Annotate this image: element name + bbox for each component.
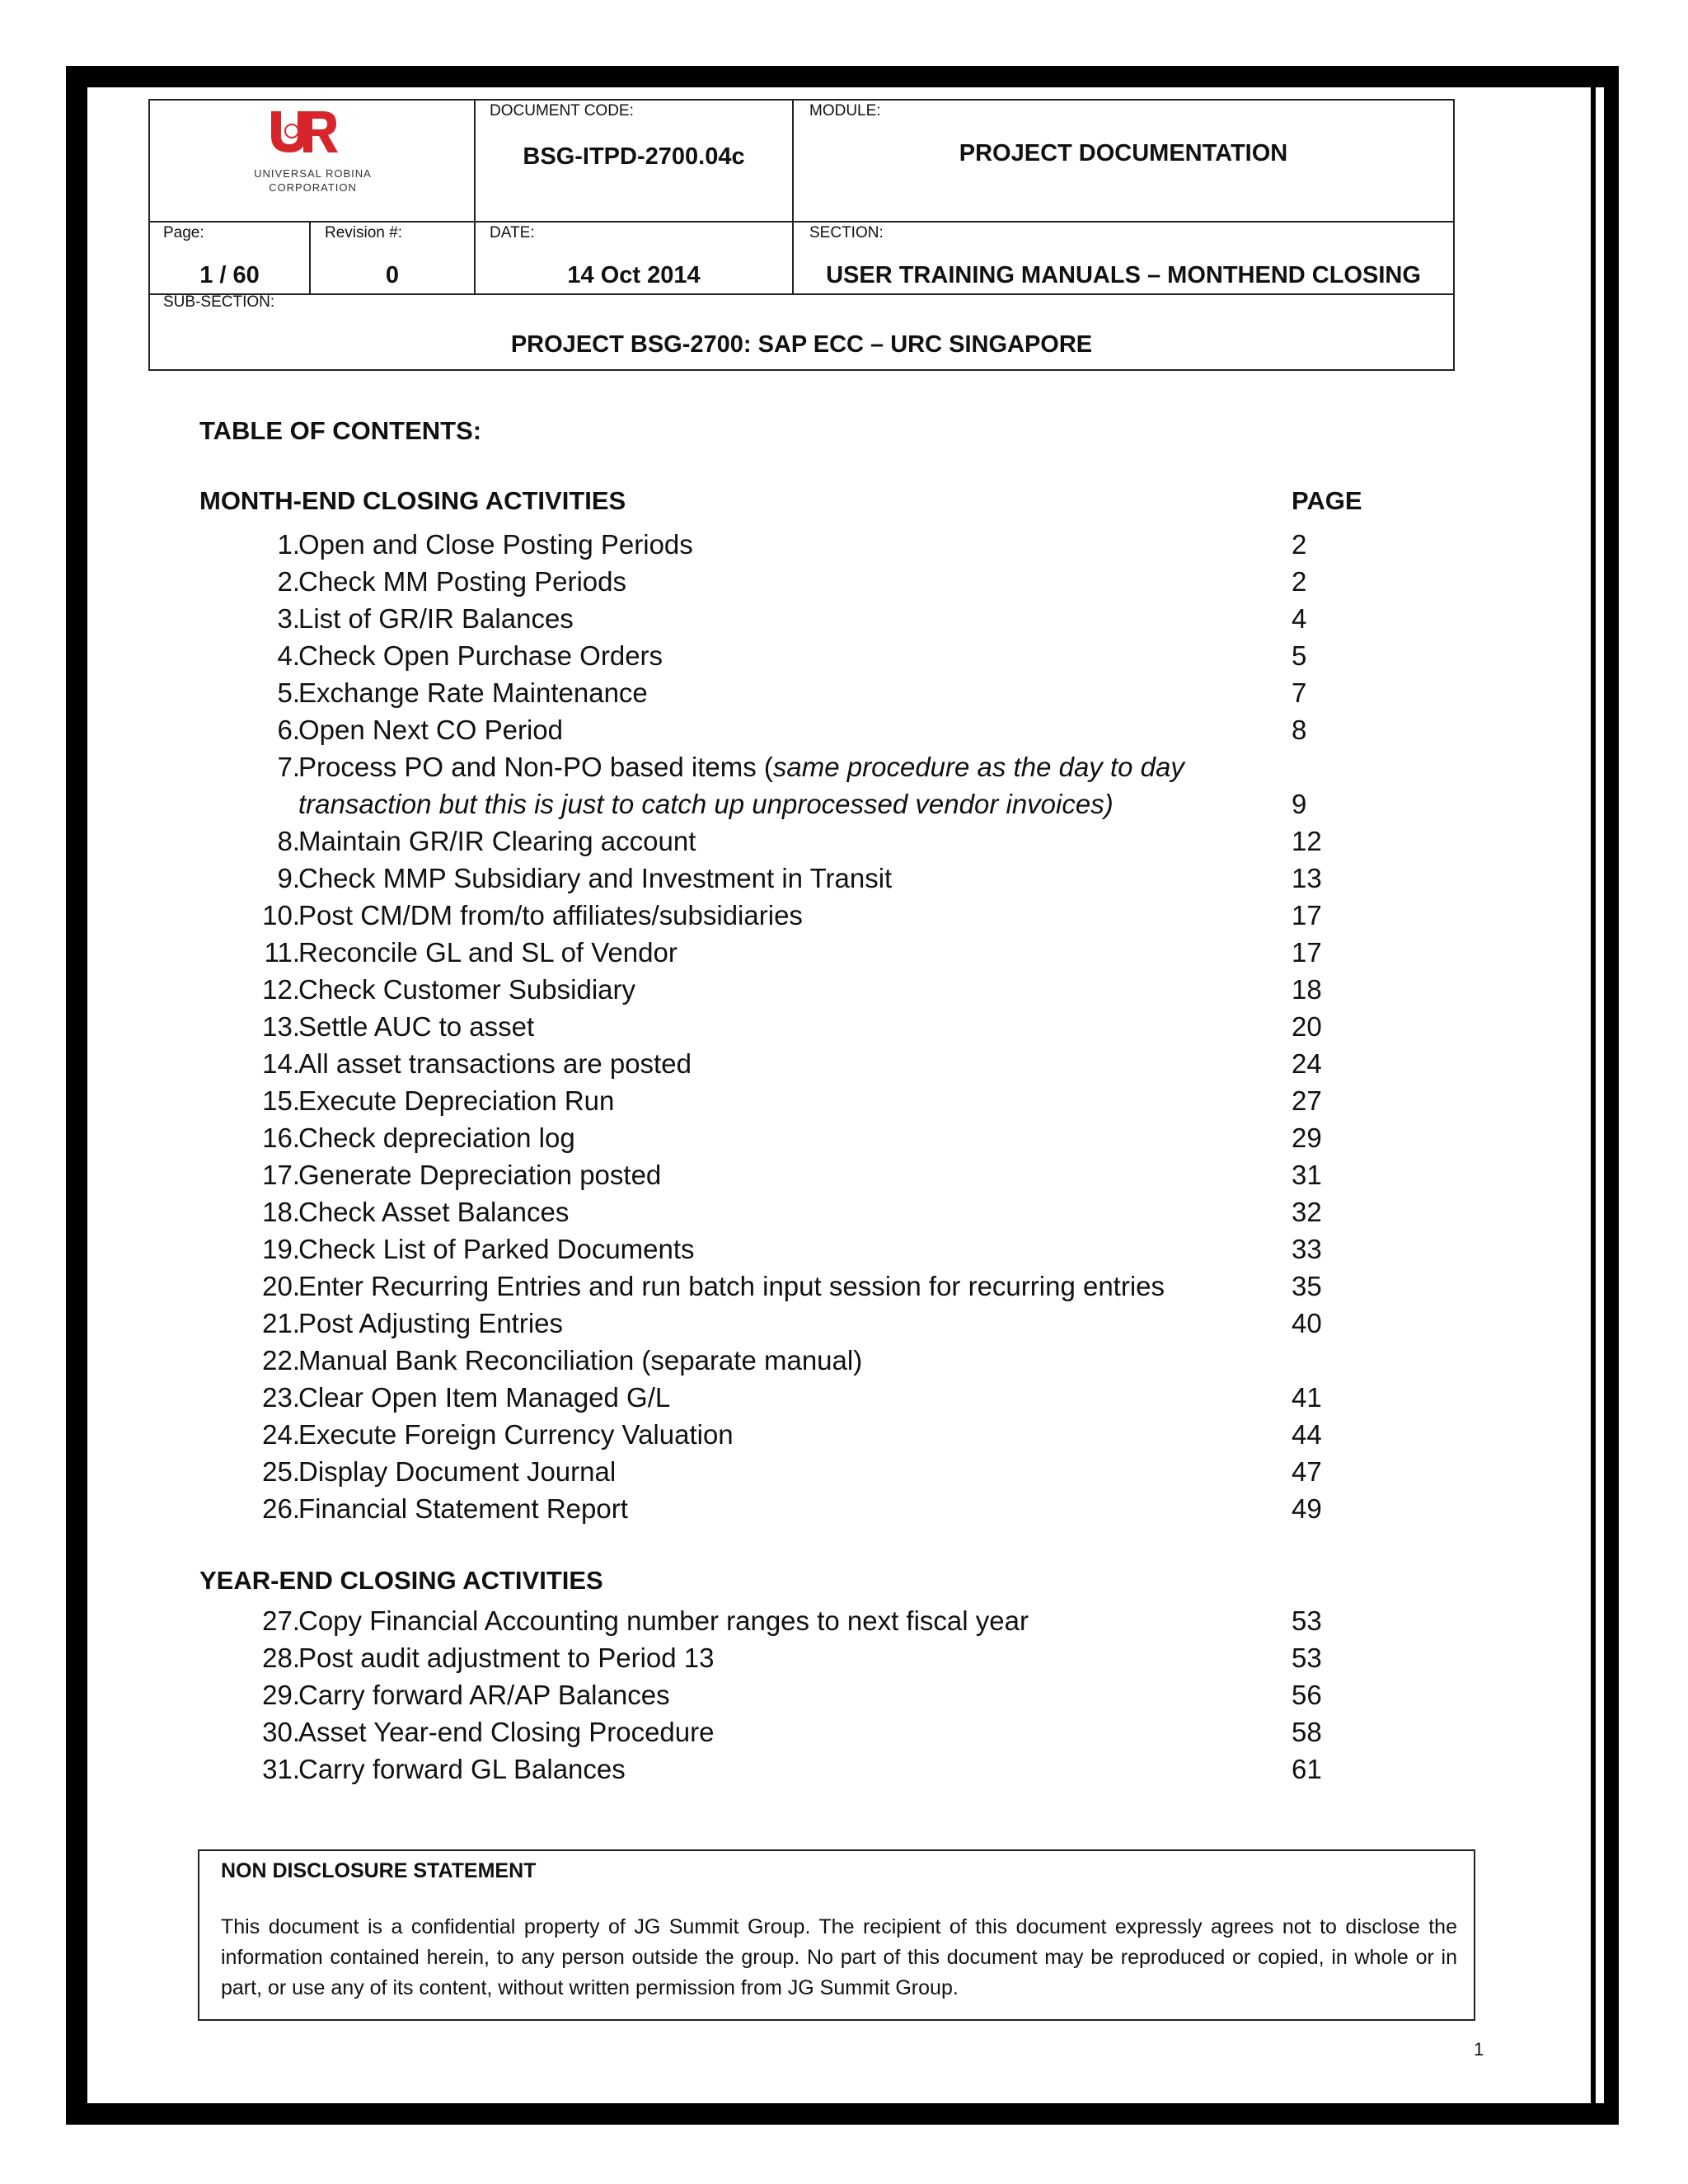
toc-entry-title: [298, 1713, 714, 1750]
toc-entry-text: Post CM/DM from/to affiliates/subsidiaries: [298, 900, 803, 930]
page-label: Page:: [163, 224, 204, 241]
toc-entry: [199, 637, 1370, 674]
toc-entry: [199, 1676, 1370, 1713]
toc-entry-page: 5: [1292, 640, 1307, 671]
subsection-label: SUB-SECTION:: [163, 293, 275, 311]
toc-entry-page: 47: [1292, 1456, 1322, 1487]
toc-entry-text: Enter Recurring Entries and run batch input session for recurring entries: [298, 1271, 1165, 1301]
toc-entry-number: 27.: [262, 1605, 300, 1636]
toc-entry: [199, 785, 1370, 823]
toc-entry-text: All asset transactions are posted: [298, 1048, 692, 1079]
toc-entry-page: 27: [1292, 1085, 1322, 1116]
toc-entry-page: 49: [1292, 1493, 1322, 1524]
revision-label: Revision #:: [325, 224, 402, 241]
toc-entry-title: [298, 674, 648, 711]
toc-entry-page: 41: [1292, 1382, 1322, 1413]
toc-entry: [199, 748, 1370, 785]
toc-entry-title: [298, 1453, 616, 1490]
toc-entry: [199, 526, 1370, 563]
toc-entry-page: 58: [1292, 1717, 1322, 1747]
toc-entry-title: [298, 1342, 862, 1379]
toc-entry: [199, 1305, 1370, 1342]
toc-entry-number: 31.: [262, 1754, 300, 1784]
toc-entry-number: 21.: [262, 1308, 300, 1338]
toc-entry-text: Process PO and Non-PO based items (: [298, 752, 773, 782]
toc-entry-page: 33: [1292, 1234, 1322, 1264]
toc-entry-title: [298, 637, 663, 674]
footer-page-number: 1: [1474, 2039, 1484, 2060]
toc-entry-number: 2.: [277, 566, 300, 597]
toc-entry-number: 25.: [262, 1456, 300, 1487]
toc-entry-title: [298, 1676, 670, 1713]
page-frame-left: [66, 66, 87, 2125]
toc-entry-page: 56: [1292, 1680, 1322, 1710]
toc-entry-title: [298, 1602, 1029, 1639]
toc-entry-number: 28.: [262, 1643, 300, 1673]
toc-entry-number: 3.: [277, 603, 300, 634]
page-frame-right: [1604, 66, 1619, 2125]
toc-entry-title: [298, 748, 1184, 785]
toc-entry-number: 13.: [262, 1011, 300, 1042]
toc-entry-text: Execute Foreign Currency Valuation: [298, 1419, 734, 1450]
toc-entry-title: [298, 785, 1114, 823]
toc-entry-title: [298, 1193, 569, 1230]
toc-entry-title: [298, 711, 563, 748]
toc-entry: [199, 600, 1370, 637]
toc-entry-title: [298, 1305, 563, 1342]
toc-entry-title: [298, 1119, 575, 1156]
toc-entry-page: 9: [1292, 789, 1307, 819]
toc-entry-text: Generate Depreciation posted: [298, 1160, 662, 1190]
toc-entry-title: [298, 1639, 714, 1676]
toc-entry-text: Check MMP Subsidiary and Investment in Transit: [298, 863, 893, 893]
toc-entry-page: 7: [1292, 677, 1307, 708]
toc-entry-title: [298, 971, 635, 1008]
page-column-heading: PAGE: [1292, 486, 1362, 515]
toc-entry: [199, 1268, 1370, 1305]
toc-entry-title: [298, 1750, 626, 1788]
toc-entry-title: [298, 1008, 534, 1045]
toc-entry-number: 19.: [262, 1234, 300, 1264]
toc-entry-page: 17: [1292, 937, 1322, 968]
toc-entry-page: 18: [1292, 974, 1322, 1005]
toc-entry-page: 4: [1292, 603, 1307, 634]
toc-entry-note: same procedure as the day to day: [772, 752, 1184, 782]
date-label: DATE:: [490, 224, 535, 241]
toc-entry-page: 17: [1292, 900, 1322, 930]
toc-entry-number: 29.: [262, 1680, 300, 1710]
toc-entry-number: 10.: [262, 900, 300, 930]
toc-entry-title: [298, 563, 626, 600]
toc-entry-page: 53: [1292, 1643, 1322, 1673]
company-logo: [150, 101, 476, 223]
toc-entry-text: Check MM Posting Periods: [298, 566, 626, 597]
toc-entry-page: 32: [1292, 1197, 1322, 1227]
toc-entry-page: 40: [1292, 1308, 1322, 1338]
toc-entry-page: 12: [1292, 826, 1322, 856]
logo-line-2: CORPORATION: [269, 181, 357, 194]
toc-entry-text: Check Open Purchase Orders: [298, 640, 663, 671]
toc-entry-text: Exchange Rate Maintenance: [298, 677, 648, 708]
toc-entry: [199, 1453, 1370, 1490]
toc-entry: [199, 1379, 1370, 1416]
non-disclosure-title: NON DISCLOSURE STATEMENT: [221, 1859, 537, 1882]
module-label: MODULE:: [809, 102, 881, 120]
toc-title: TABLE OF CONTENTS:: [199, 416, 482, 445]
toc-entry-text: Reconcile GL and SL of Vendor: [298, 937, 678, 968]
toc-entry-text: Carry forward AR/AP Balances: [298, 1680, 670, 1710]
toc-entry-number: 12.: [262, 974, 300, 1005]
document-code-label: DOCUMENT CODE:: [490, 102, 634, 120]
toc-entry-title: [298, 860, 892, 897]
toc-entry-number: 30.: [262, 1717, 300, 1747]
section-label: SECTION:: [809, 224, 884, 241]
toc-entry: [199, 860, 1370, 897]
subsection-value: PROJECT BSG-2700: SAP ECC – URC SINGAPORE: [510, 331, 1093, 358]
toc-entry: [199, 1045, 1370, 1082]
toc-entry: [199, 1193, 1370, 1230]
toc-entry-number: 23.: [262, 1382, 300, 1413]
toc-entry-title: [298, 1045, 692, 1082]
revision-value: 0: [385, 262, 400, 288]
toc-entry-page: 35: [1292, 1271, 1322, 1301]
year-end-heading: YEAR-END CLOSING ACTIVITIES: [199, 1566, 603, 1595]
page-frame-right-inner: [1591, 74, 1596, 2103]
toc-entry-number: 11.: [264, 937, 300, 968]
toc-entry-number: 5.: [277, 677, 300, 708]
toc-entry-number: 24.: [262, 1419, 300, 1450]
toc-entry-text: Check Customer Subsidiary: [298, 974, 635, 1005]
toc-entry-text: Asset Year-end Closing Procedure: [298, 1717, 715, 1747]
toc-entry-text: Check depreciation log: [298, 1122, 575, 1153]
toc-entry-text: Execute Depreciation Run: [298, 1085, 615, 1116]
toc-entry-title: [298, 823, 696, 860]
toc-entry: [199, 1119, 1370, 1156]
toc-entry-text: Post Adjusting Entries: [298, 1308, 564, 1338]
toc-entry-page: 13: [1292, 863, 1322, 893]
toc-entry-page: 29: [1292, 1122, 1322, 1153]
toc-entry-text: Financial Statement Report: [298, 1493, 628, 1524]
toc-entry: [199, 563, 1370, 600]
month-end-heading: MONTH-END CLOSING ACTIVITIES: [199, 486, 626, 515]
toc-entry-number: 9.: [277, 863, 300, 893]
page-frame-top: [66, 66, 1619, 87]
toc-entry-text: Copy Financial Accounting number ranges to next fiscal year: [298, 1605, 1029, 1636]
toc-entry-title: [298, 934, 678, 971]
document-header-table: [148, 99, 1455, 371]
toc-entry-page: 53: [1292, 1605, 1322, 1636]
non-disclosure-box: [198, 1849, 1475, 2021]
toc-entry-text: Settle AUC to asset: [298, 1011, 535, 1042]
toc-entry: [199, 711, 1370, 748]
toc-entry-number: 7.: [277, 752, 300, 782]
toc-entry-number: 14.: [262, 1048, 300, 1079]
document-code-value: BSG-ITPD-2700.04c: [523, 143, 745, 170]
toc-entry-title: [298, 600, 574, 637]
page-frame-bottom: [66, 2103, 1619, 2125]
toc-entry: [199, 823, 1370, 860]
toc-entry-text: Post audit adjustment to Period 13: [298, 1643, 715, 1673]
date-value: 14 Oct 2014: [567, 262, 701, 288]
toc-entry-number: 8.: [277, 826, 300, 856]
toc-entry: [199, 1750, 1370, 1788]
header-divider: [150, 293, 1453, 295]
toc-entry: [199, 674, 1370, 711]
toc-entry: [199, 1082, 1370, 1119]
toc-entry: [199, 1490, 1370, 1527]
toc-entry-text: Check List of Parked Documents: [298, 1234, 695, 1264]
toc-entry-page: 31: [1292, 1160, 1322, 1190]
toc-entry-title: [298, 1379, 670, 1416]
toc-entry-page: 2: [1292, 566, 1307, 597]
toc-entry-text: Check Asset Balances: [298, 1197, 570, 1227]
toc-entry-number: 6.: [277, 715, 300, 745]
toc-entry-title: [298, 1082, 614, 1119]
module-value: PROJECT DOCUMENTATION: [959, 140, 1288, 166]
toc-entry: [199, 1602, 1370, 1639]
toc-entry-number: 15.: [262, 1085, 300, 1116]
toc-entry-text: Maintain GR/IR Clearing account: [298, 826, 696, 856]
toc-entry-page: 8: [1292, 715, 1307, 745]
toc-entry: [199, 1342, 1370, 1379]
toc-entry-number: 1.: [277, 529, 300, 560]
toc-entry: [199, 1416, 1370, 1453]
toc-entry-title: [298, 1268, 1165, 1305]
toc-entry: [199, 934, 1370, 971]
toc-entry: [199, 1639, 1370, 1676]
toc-entry-title: [298, 897, 803, 934]
page-value: 1 / 60: [199, 262, 260, 288]
toc-entry-text: Open and Close Posting Periods: [298, 529, 693, 560]
toc-entry-page: 24: [1292, 1048, 1322, 1079]
toc-entry-number: 17.: [262, 1160, 300, 1190]
toc-entry-title: [298, 1230, 695, 1268]
toc-entry-page: 20: [1292, 1011, 1322, 1042]
toc-entry: [199, 1008, 1370, 1045]
toc-entry-note: transaction but this is just to catch up unprocessed vendor invoices): [298, 789, 1114, 819]
logo-line-1: UNIVERSAL ROBINA: [254, 167, 372, 180]
toc-entry: [199, 897, 1370, 934]
toc-entry-text: Manual Bank Reconciliation (separate manual): [298, 1345, 863, 1376]
toc-entry-number: 20.: [262, 1271, 300, 1301]
toc-entry-page: 44: [1292, 1419, 1322, 1450]
toc-entry-text: Open Next CO Period: [298, 715, 563, 745]
toc-entry-page: 2: [1292, 529, 1307, 560]
non-disclosure-body: This document is a confidential property of JG Summit Group. The recipient of this document expressly agrees not to disclose the information contained herein, to any person outside the group. No part of this document may be reproduced or copied, in whole or in part, or use any of its content, without written permission from JG Summit Group.: [221, 1915, 1457, 1999]
toc-entry-title: [298, 526, 693, 563]
toc-entry-title: [298, 1416, 734, 1453]
toc-entry-text: Display Document Journal: [298, 1456, 617, 1487]
toc-entry: [199, 971, 1370, 1008]
toc-entry-page: 61: [1292, 1754, 1322, 1784]
toc-entry-number: 16.: [262, 1122, 300, 1153]
toc-entry-text: List of GR/IR Balances: [298, 603, 574, 634]
toc-entry-number: 18.: [262, 1197, 300, 1227]
toc-entry-text: Carry forward GL Balances: [298, 1754, 626, 1784]
section-value: USER TRAINING MANUALS – MONTHEND CLOSING: [826, 262, 1421, 288]
toc-entry-title: [298, 1156, 661, 1193]
toc-entry: [199, 1713, 1370, 1750]
toc-entry-number: 4.: [277, 640, 300, 671]
toc-entry-number: 22.: [262, 1345, 300, 1376]
toc-entry: [199, 1230, 1370, 1268]
toc-entry-number: 26.: [262, 1493, 300, 1524]
toc-entry-title: [298, 1490, 628, 1527]
toc-entry: [199, 1156, 1370, 1193]
toc-entry-text: Clear Open Item Managed G/L: [298, 1382, 671, 1413]
